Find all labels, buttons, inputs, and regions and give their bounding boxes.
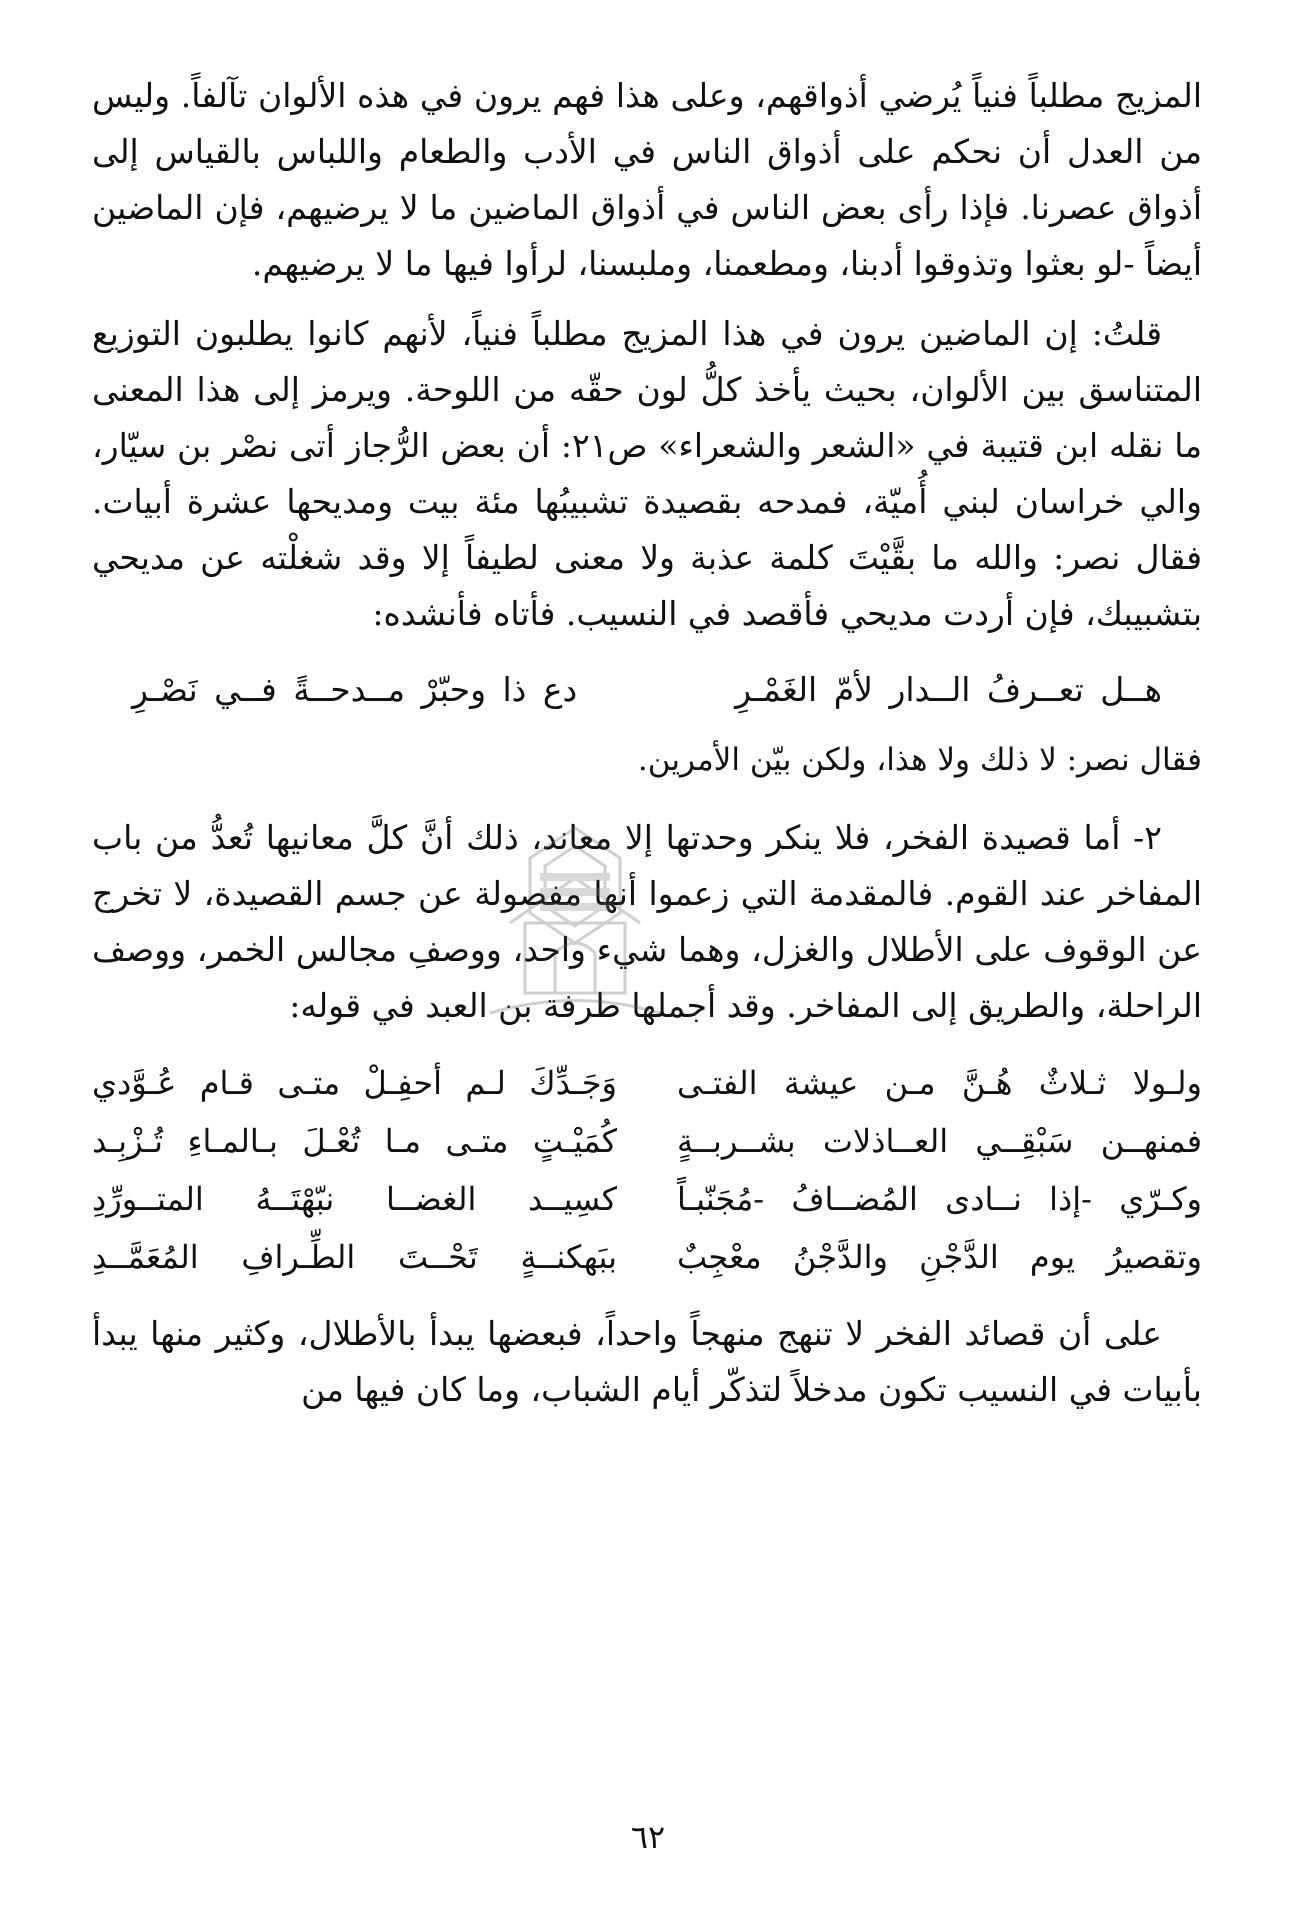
poem-line-2-right: فمنهــن سَبْقِــي العــاذلات بشــربــةٍ xyxy=(677,1122,1202,1160)
page-number: ٦٢ xyxy=(630,1818,666,1856)
poem-line-2-left: كُمَيْـتٍ متـى مـا تُعْـلَ بـالمـاءِ تُـزْبِـد xyxy=(92,1122,617,1160)
page-body xyxy=(92,68,1202,1418)
paragraph-1: المزيج مطلباً فنياً يُرضي أذواقهم، وعلى هذا فهم يرون في هذه الألوان تآلفاً. وليس من العدل أن نحكم على أذواق الناس في الأدب والطعام واللباس بالقياس إلى أذواق عصرنا. فإذا رأى بعض الناس في أذواق الماضين ما لا يرضيهم، فإن الماضين أيضاً -لو بعثوا وتذوقوا أدبنا، ومطعمنا، وملبسنا، لرأوا فيها ما لا يرضيهم. xyxy=(92,76,1203,283)
poem-line-1-left: وَجَـدِّكَ لـم أحفِـلْ متـى قـام عُـوَّدي xyxy=(92,1064,617,1102)
poem-line-3-left: كسِيــد الغضــا نبّهْتَــهُ المتــورِّدِ xyxy=(92,1180,617,1218)
paragraph-3: ٢- أما قصيدة الفخر، فلا ينكر وحدتها إلا معاند، ذلك أنَّ كلَّ معانيها تُعدُّ من باب المفاخر عند القوم. فالمقدمة التي زعموا أنها مفصولة عن جسم القصيدة، لا تخرج عن الوقوف على الأطلال والغزل، وهما شيء واحد، ووصفِ مجالس الخمر، ووصف الراحلة، والطريق إلى المفاخر. وقد أجملها طرفة بن العبد في قوله: xyxy=(92,818,1202,1025)
poem-line-3-right: وكـرّي -إذا نــادى المُضــافُ -مُجَنّبـاً xyxy=(677,1180,1202,1218)
rajaz-verse xyxy=(132,662,1162,718)
verse-left-hemistich: دع ذا وحبّرْ مــدحــةً فــي نَصْـرِ xyxy=(132,670,578,709)
tarafa-poem xyxy=(92,1056,1202,1284)
verse-right-hemistich: هــل تعــرفُ الــدار لأمّ الغَمْـرِ xyxy=(735,670,1162,709)
paragraph-2: قلتُ: إن الماضين يرون في هذا المزيج مطلباً فنياً، لأنهم كانوا يطلبون التوزيع المتناسق بين الألوان، بحيث يأخذ كلُّ لون حقّه من اللوحة. ويرمز إلى هذا المعنى ما نقله ابن قتيبة في «الشعر والشعراء» ص٢١: أن بعض الرُّجاز أتى نصْر بن سيّار، والي خراسان لبني أُميّة، فمدحه بقصيدة تشبيبُها مئة بيت ومديحها عشرة أبيات. فقال نصر: والله ما بقَّيْتَ كلمة عذبة ولا معنى لطيفاً إلا وقد شغلْته عن مديحي بتشبيبك، فإن أردت مديحي فأقصد في النسيب. فأتاه فأنشده: xyxy=(92,314,1203,633)
poem-line-4-right: وتقصيرُ يوم الدَّجْنِ والدَّجْنُ معْجِبٌ xyxy=(677,1238,1202,1276)
nasr-reply: فقال نصر: لا ذلك ولا هذا، ولكن بيّن الأمرين. xyxy=(637,742,1202,778)
paragraph-4: على أن قصائد الفخر لا تنهج منهجاً واحداً، فبعضها يبدأ بالأطلال، وكثير منها يبدأ بأبيات في النسيب تكون مدخلاً لتذكّر أيام الشباب، وما كان فيها من xyxy=(92,1314,1202,1409)
poem-line-4-left: ببَهكنــةٍ تَحْــتَ الطِّـرافِ المُعَمَّــدِ xyxy=(92,1238,617,1276)
poem-line-1-right: ولـولا ثـلاثٌ هُـنَّ مـن عيشة الفتـى xyxy=(677,1064,1202,1102)
